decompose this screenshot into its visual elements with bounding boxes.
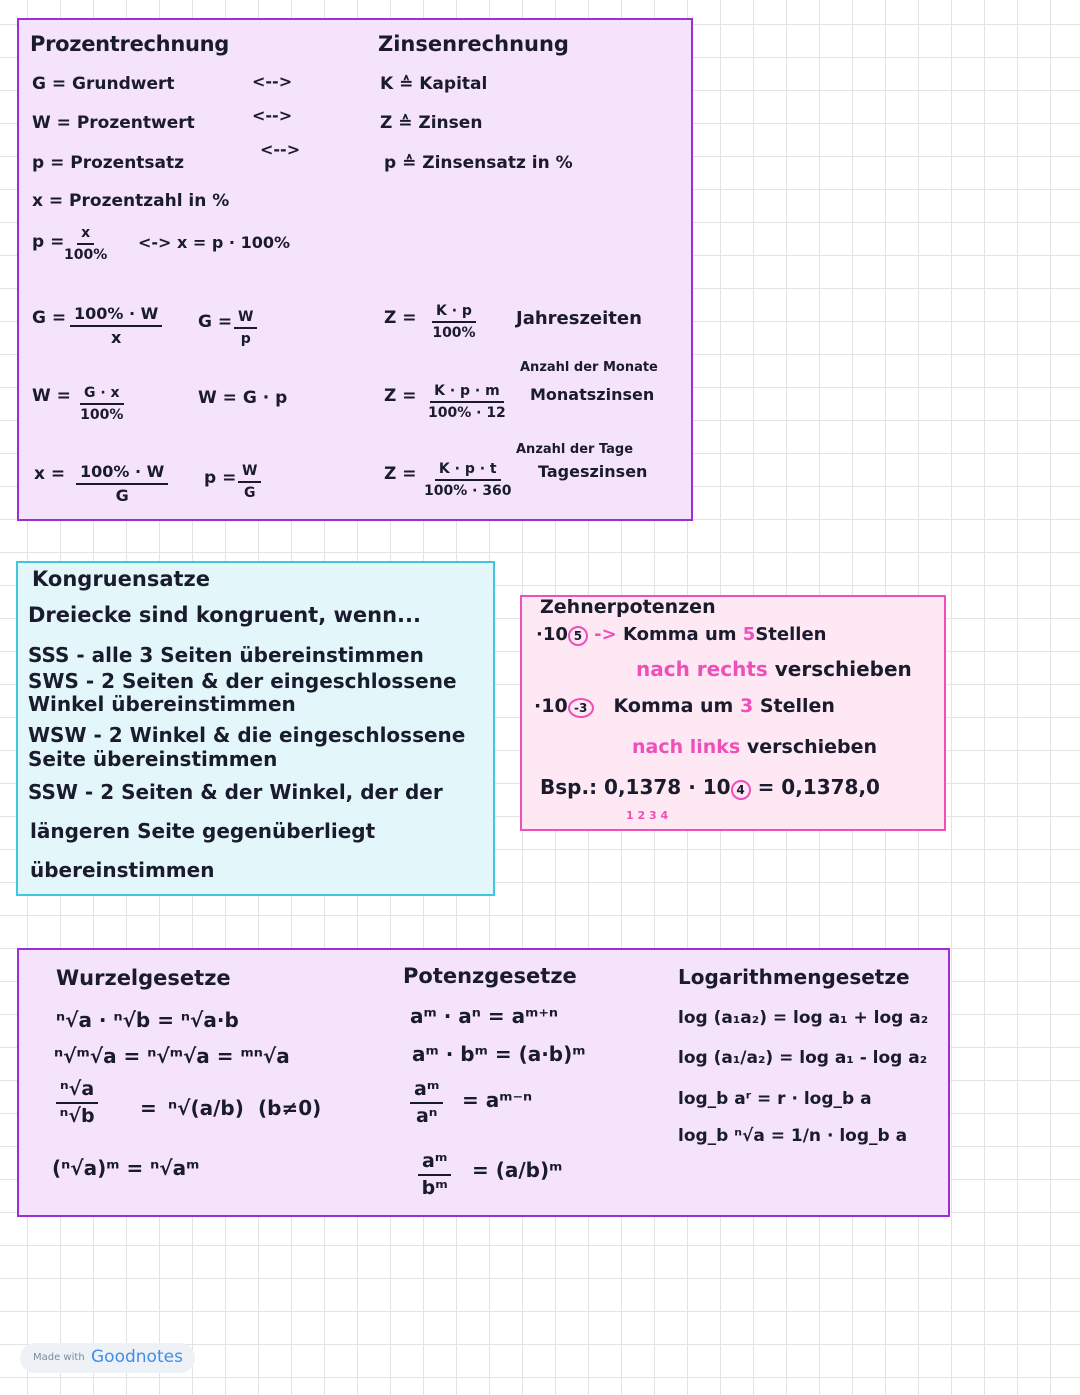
log-rule-2: log (a₁/a₂) = log a₁ - log a₂ — [678, 1048, 928, 1068]
formula-p-conversion: <-> x = p · 100% — [138, 233, 290, 252]
zehner-title: Zehnerpotenzen — [540, 596, 716, 618]
fraction-denominator: 100% — [80, 406, 124, 423]
fraction-denominator: 100% · 12 — [428, 404, 506, 421]
formula-x-fraction — [76, 464, 168, 505]
goodnotes-badge[interactable] — [20, 1343, 195, 1373]
potenz-rule-3-fraction — [410, 1080, 443, 1127]
wurzel-rule-3-rhs: ⁿ√(a/b) — [168, 1096, 244, 1120]
kongruenz-line-ssw-2: längeren Seite gegenüberliegt — [30, 819, 376, 843]
fraction-denominator: x — [110, 327, 122, 347]
zehner-line-1 — [536, 626, 826, 646]
wurzel-rule-3-eq: = — [140, 1096, 157, 1120]
kongruenz-title: Kongruensatze — [32, 567, 210, 591]
formula-w-lhs: W = — [32, 386, 71, 406]
wurzel-rule-4: (ⁿ√a)ᵐ = ⁿ√aᵐ — [52, 1156, 200, 1180]
formula-g-lhs: G = — [32, 308, 67, 328]
fraction-denominator: ⁿ√b — [59, 1104, 95, 1127]
zehner-text: Stellen — [759, 695, 835, 717]
fraction-numerator: W — [234, 310, 257, 329]
log-title: Logarithmengesetze — [678, 965, 910, 989]
kongruenz-line-sws: SWS - 2 Seiten & der eingeschlossene — [28, 669, 457, 693]
fraction-denominator: bᵐ — [421, 1176, 448, 1199]
fraction-numerator: W — [238, 464, 261, 483]
fraction-numerator: K · p · t — [435, 462, 501, 481]
prozent-def-p: p = Prozentsatz — [32, 153, 185, 173]
potenz-rule-4-fraction — [418, 1152, 451, 1199]
zehner-text: Komma um — [623, 624, 737, 645]
prozent-def-x: x = Prozentzahl in % — [32, 191, 230, 211]
formula-x-lhs: x = — [34, 464, 66, 484]
formula-p-lhs: p = — [32, 232, 65, 252]
z2-note: Anzahl der Monate — [520, 360, 658, 375]
z3-label: Tageszinsen — [538, 462, 648, 481]
fraction-denominator: 100% — [64, 246, 108, 263]
arrow-icon: <--> — [260, 140, 301, 159]
fraction-numerator: ⁿ√a — [56, 1080, 98, 1104]
kongruenz-line-ssw-3: übereinstimmen — [30, 858, 215, 882]
example-label: Bsp.: — [540, 775, 598, 799]
formula-p2-lhs: p = — [204, 468, 237, 488]
zehner-example — [540, 777, 880, 800]
arrow-icon: <--> — [252, 106, 293, 125]
potenz-title: Potenzgesetze — [403, 964, 577, 988]
formula-g-fraction — [70, 306, 162, 347]
zehner-number: 5 — [742, 624, 756, 645]
zehner-direction: nach rechts — [636, 657, 768, 681]
exponent-circle: 5 — [568, 626, 588, 646]
fraction-denominator: 100% — [432, 324, 476, 341]
fraction-numerator: aᵐ — [410, 1080, 443, 1104]
formula-w2: W = G · p — [198, 388, 288, 408]
formula-g2-fraction — [234, 310, 257, 346]
formula-z2-fraction — [428, 384, 506, 420]
fraction-numerator: K · p — [432, 304, 476, 323]
formula-p-fraction — [64, 226, 107, 262]
fraction-denominator: aⁿ — [415, 1104, 438, 1127]
badge-brand: Goodnotes — [91, 1347, 183, 1367]
kongruenz-line-wsw: WSW - 2 Winkel & die eingeschlossene — [28, 723, 466, 747]
badge-made-with: Made with — [33, 1352, 85, 1363]
formula-z1-lhs: Z = — [384, 308, 417, 328]
exponent-circle: -3 — [568, 698, 594, 718]
potenz-rule-2: aᵐ · bᵐ = (a·b)ᵐ — [412, 1042, 586, 1066]
zinsen-def-k: K ≙ Kapital — [380, 74, 488, 94]
wurzel-rule-1: ⁿ√a · ⁿ√b = ⁿ√a·b — [56, 1008, 239, 1032]
zehner-line-4 — [632, 738, 877, 757]
formula-w-fraction — [80, 386, 124, 422]
example-value: 0,1378 — [604, 775, 682, 799]
wurzel-title: Wurzelgesetze — [56, 966, 231, 990]
zinsen-title: Zinsenrechnung — [378, 32, 569, 56]
fraction-numerator: K · p · m — [430, 384, 504, 403]
example-digit-count: 1 2 3 4 — [626, 809, 669, 822]
zehner-base: ·10 — [536, 624, 568, 645]
z1-label: Jahreszeiten — [516, 308, 642, 329]
zehner-number: 3 — [739, 695, 754, 717]
arrow-icon: -> — [594, 624, 617, 645]
arrow-icon: <--> — [252, 72, 293, 91]
fraction-numerator: x — [77, 226, 94, 245]
wurzel-rule-3-condition: (b≠0) — [258, 1096, 322, 1120]
fraction-numerator: aᵐ — [418, 1152, 451, 1176]
zinsen-def-z: Z ≙ Zinsen — [380, 113, 483, 133]
formula-z1-fraction — [432, 304, 476, 340]
zehner-line-2 — [636, 659, 912, 679]
fraction-numerator: 100% · W — [70, 306, 162, 327]
kongruenz-line-sws-2: Winkel übereinstimmen — [28, 692, 296, 716]
kongruenz-line-wsw-2: Seite übereinstimmen — [28, 747, 278, 771]
log-rule-4: log_b ⁿ√a = 1/n · log_b a — [678, 1126, 908, 1146]
prozent-def-g: G = Grundwert — [32, 74, 175, 94]
prozent-title: Prozentrechnung — [30, 32, 230, 56]
kongruenz-line-ssw: SSW - 2 Seiten & der Winkel, der der — [28, 780, 443, 804]
formula-z3-fraction — [424, 462, 512, 498]
formula-p2-fraction — [238, 464, 261, 500]
zehner-text: Stellen — [755, 624, 827, 645]
zehner-direction: nach links — [632, 736, 741, 758]
log-rule-3: log_b aʳ = r · log_b a — [678, 1089, 872, 1109]
wurzel-rule-2: ⁿ√ᵐ√a = ⁿ√ᵐ√a = ᵐⁿ√a — [54, 1044, 290, 1068]
kongruenz-intro: Dreiecke sind kongruent, wenn... — [28, 603, 421, 627]
fraction-numerator: G · x — [80, 386, 124, 405]
exponent-circle: 4 — [731, 780, 751, 800]
log-rule-1: log (a₁a₂) = log a₁ + log a₂ — [678, 1008, 929, 1028]
fraction-numerator: 100% · W — [76, 464, 168, 485]
formula-g2-lhs: G = — [198, 312, 233, 332]
formula-z2-lhs: Z = — [384, 386, 417, 406]
fraction-denominator: G — [243, 484, 256, 501]
potenz-rule-1: aᵐ · aⁿ = aᵐ⁺ⁿ — [410, 1004, 559, 1028]
z3-note: Anzahl der Tage — [516, 442, 634, 457]
zehner-text: verschieben — [746, 736, 878, 758]
prozent-def-w: W = Prozentwert — [32, 113, 195, 133]
zehner-base: ·10 — [534, 695, 568, 717]
potenz-rule-3-rhs: = aᵐ⁻ⁿ — [462, 1088, 533, 1112]
zehner-text: verschieben — [774, 657, 912, 681]
fraction-denominator: p — [240, 330, 251, 347]
z2-label: Monatszinsen — [530, 385, 655, 404]
kongruenz-line-sss: SSS - alle 3 Seiten übereinstimmen — [28, 643, 424, 667]
example-result: = 0,1378,0 — [757, 775, 880, 799]
wurzel-rule-3-fraction — [56, 1080, 98, 1127]
fraction-denominator: G — [115, 485, 129, 505]
example-power: · 10 — [688, 775, 731, 799]
zinsen-def-p: p ≙ Zinsensatz in % — [384, 153, 573, 173]
zehner-line-3 — [534, 697, 835, 718]
potenz-rule-4-rhs: = (a/b)ᵐ — [472, 1158, 563, 1182]
fraction-denominator: 100% · 360 — [424, 482, 512, 499]
formula-z3-lhs: Z = — [384, 464, 417, 484]
zehner-text: Komma um — [613, 695, 734, 717]
